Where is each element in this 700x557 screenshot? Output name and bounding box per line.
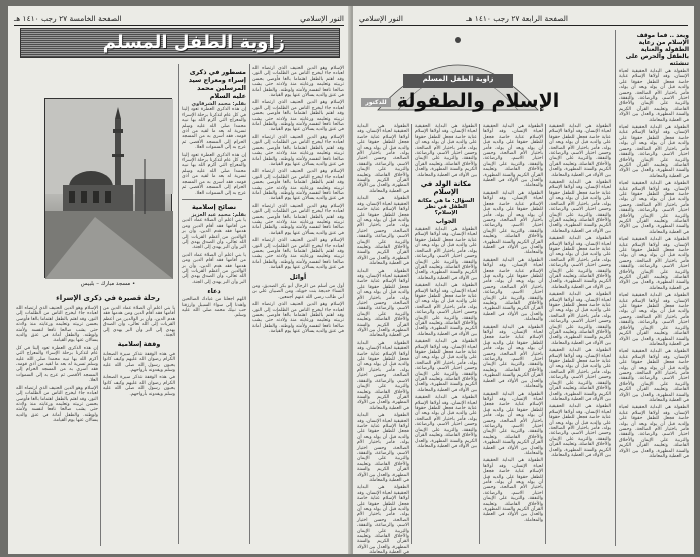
main-title: الإسلام والطفولة — [396, 90, 560, 112]
left-page-header — [14, 12, 344, 26]
article-title-dua: دعاء — [207, 287, 221, 296]
article-title-isra: مسطور في ذكرى إسراء ومعراج سيد المرسلين محمد عليه السلام — [188, 68, 246, 100]
right-column-c: الطفولة هي البداية الحقيقية لحياة الإنسان، وقد أولاها الإسلام عناية خاصة فجعل للطفل حقوقا على والديه قبل أن يولد وبعد أن يولد، فأمر باختيار الأم الصالحة، وحسن اختيار الاسم، والرضاعة، والنفقة، والتربية على الإيمان والأخلاق الفاضلة، وتعليمه القرآن الكريم والسنة المطهرة، والعدل بين الأولاد في العطية والمعاملة. الطفولة هي البداية الحقيقية لحياة الإنسان، وقد أولاها الإسلام عناية خاصة فجعل للطفل حقوقا على والديه قبل أن يولد وبعد أن يولد، فأمر باختيار الأم الصالحة، وحسن اختيار الاسم، والرضاعة، والنفقة، والتربية على الإيمان والأخلاق الفاضلة، وتعليمه القرآن الكريم والسنة المطهرة، والعدل بين الأولاد في العطية والمعاملة. الطفولة هي البداية الحقيقية لحياة الإنسان، وقد أولاها الإسلام عناية خاصة فجعل للطفل حقوقا على والديه قبل أن يولد وبعد أن يولد، فأمر باختيار الأم الصالحة، وحسن اختيار الاسم، والرضاعة، والنفقة، والتربية على الإيمان والأخلاق الفاضلة، وتعليمه القرآن الكريم والسنة المطهرة، والعدل بين الأولاد في العطية والمعاملة. الطفولة هي البداية الحقيقية لحياة الإنسان، وقد أولاها الإسلام عناية خاصة فجعل للطفل حقوقا على والديه قبل أن يولد وبعد أن يولد، فأمر باختيار الأم الصالحة، وحسن اختيار الاسم، والرضاعة، والنفقة، والتربية على الإيمان والأخلاق الفاضلة، وتعليمه القرآن الكريم والسنة المطهرة، والعدل بين الأولاد في العطية والمعاملة. الطفولة هي البداية الحقيقية لحياة الإنسان، وقد أولاها الإسلام عناية خاصة فجعل للطفل حقوقا على والديه قبل أن يولد وبعد أن يولد، فأمر باختيار الأم الصالحة، وحسن اختيار الاسم، والرضاعة، والنفقة، والتربية على الإيمان والأخلاق الفاضلة، وتعليمه القرآن الكريم والسنة المطهرة، والعدل بين الأولاد في العطية والمعاملة. الطفولة هي البداية الحقيقية لحياة الإنسان، وقد أولاها الإسلام عناية خاصة فجعل للطفل حقوقا على والديه قبل أن يولد وبعد أن يولد، فأمر باختيار الأم الصالحة، وحسن اختيار الاسم، والرضاعة، والنفقة، والتربية على الإيمان والأخلاق الفاضلة، وتعليمه القرآن الكريم والسنة المطهرة، والعدل بين الأولاد في العطية والمعاملة. — [483, 124, 543, 523]
left-page — [8, 6, 350, 554]
section-title: مكانة الولد في الإسلام — [420, 180, 472, 197]
article-title-awail: أوائل — [289, 272, 307, 281]
left-paper-name: النور الإسلامي — [300, 14, 344, 23]
left-page-label: الصفحة الخامسة ٢٧ رجب ١٤١٠ هـ — [14, 14, 122, 23]
right-page — [353, 6, 694, 554]
column-divider — [249, 64, 250, 544]
right-intro-column — [619, 30, 689, 546]
left-body-text: الإسلام وهو الدين الحنيف الذي ارتضاه الله لعباده جاء ليخرج الناس من الظلمات إلى النور، وقد اهتم بالطفل اهتماما بالغا فأوصى بحسن تربيته وتعليمه ورعايته منذ ولادته حتى يشب صالحا نافعا لنفسه ولأمته ولوطنه. والطفل أمانة في عنق والديه يسألان عنها يوم القيامة. الإسلام وهو الدين الحنيف الذي ارتضاه الله لعباده جاء ليخرج الناس من الظلمات إلى النور، وقد اهتم بالطفل اهتماما بالغا فأوصى بحسن تربيته وتعليمه ورعايته منذ ولادته حتى يشب صالحا نافعا لنفسه ولأمته ولوطنه. والطفل أمانة في عنق والديه يسألان عنها يوم القيامة. الإسلام وهو الدين الحنيف الذي ارتضاه الله لعباده جاء ليخرج الناس من الظلمات إلى النور، وقد اهتم بالطفل اهتماما بالغا فأوصى بحسن تربيته وتعليمه ورعايته منذ ولادته حتى يشب صالحا نافعا لنفسه ولأمته ولوطنه. والطفل أمانة في عنق والديه يسألان عنها يوم القيامة. الإسلام وهو الدين الحنيف الذي ارتضاه الله لعباده جاء ليخرج الناس من الظلمات إلى النور، وقد اهتم بالطفل اهتماما بالغا فأوصى بحسن تربيته وتعليمه ورعايته منذ ولادته حتى يشب صالحا نافعا لنفسه ولأمته ولوطنه. والطفل أمانة في عنق والديه يسألان عنها يوم القيامة. الإسلام وهو الدين الحنيف الذي ارتضاه الله لعباده جاء ليخرج الناس من الظلمات إلى النور، وقد اهتم بالطفل اهتماما بالغا فأوصى بحسن تربيته وتعليمه ورعايته منذ ولادته حتى يشب صالحا نافعا لنفسه ولأمته ولوطنه. والطفل أمانة في عنق والديه يسألان عنها يوم القيامة. الإسلام وهو الدين الحنيف الذي ارتضاه الله لعباده جاء ليخرج الناس من الظلمات إلى النور، وقد اهتم بالطفل اهتماما بالغا فأوصى بحسن تربيته وتعليمه ورعايته منذ ولادته حتى يشب صالحا نافعا لنفسه ولأمته ولوطنه. والطفل أمانة في عنق والديه يسألان عنها يوم القيامة. أوائل أول من أسلم من الرجال أبو بكر الصديق، ومن النساء خديجة بنت خويلد، ومن الصبيان علي بن أبي طالب رضي الله عنهم أجمعين. الإسلام وهو الدين الحنيف الذي ارتضاه الله لعباده جاء ليخرج الناس من الظلمات إلى النور، وقد اهتم بالطفل اهتماما بالغا فأوصى بحسن تربيته وتعليمه ورعايته منذ ولادته حتى يشب صالحا نافعا لنفسه ولأمته ولوطنه. والطفل أمانة في عنق والديه يسألان عنها يوم القيامة. — [252, 66, 344, 335]
article-body-isra: إن هذه الذكرى العطرة تعود إلينا في كل عام لتذكرنا برحلة الإسراء والمعراج التي أكرم الله بها نبيه محمدا صلى الله عليه وسلم تسرية له بعد ما لقيه من أذى قومه، فقد أسرى به من المسجد الحرام إلى المسجد الأقصى ثم عرج به إلى السموات العلا. إن هذه الذكرى العطرة تعود إلينا في كل عام لتذكرنا برحلة الإسراء والمعراج التي أكرم الله بها نبيه محمدا صلى الله عليه وسلم تسرية له بعد ما لقيه من أذى قومه، فقد أسرى به من المسجد الحرام إلى المسجد الأقصى ثم عرج به إلى السموات العلا. — [182, 107, 246, 196]
newspaper-spread — [8, 6, 694, 554]
intro-title: وبعد .. فما موقف الإسلام من رعاية الطفولة والعناية بالطفل والحرص على تنشئته — [625, 32, 689, 67]
photo-headline: رحلة قصيرة في ذكرى الإسراء — [56, 294, 160, 302]
column-divider — [178, 64, 179, 544]
section-question: السؤال: ما هي مكانة الطفل في نظر الإسلام؟ — [417, 198, 475, 217]
right-column-d: الطفولة هي البداية الحقيقية لحياة الإنسان، وقد أولاها الإسلام عناية خاصة فجعل للطفل حقوقا على والديه قبل أن يولد وبعد أن يولد، فأمر باختيار الأم الصالحة، وحسن اختيار الاسم، والرضاعة، والنفقة، والتربية على الإيمان والأخلاق الفاضلة، وتعليمه القرآن الكريم والسنة المطهرة، والعدل بين الأولاد في العطية والمعاملة. مكانة الولد في الإسلام السؤال: ما هي مكانة الطفل في نظر الإسلام؟ الجواب الطفولة هي البداية الحقيقية لحياة الإنسان، وقد أولاها الإسلام عناية خاصة فجعل للطفل حقوقا على والديه قبل أن يولد وبعد أن يولد، فأمر باختيار الأم الصالحة، وحسن اختيار الاسم، والرضاعة، والنفقة، والتربية على الإيمان والأخلاق الفاضلة، وتعليمه القرآن الكريم والسنة المطهرة، والعدل بين الأولاد في العطية والمعاملة. الطفولة هي البداية الحقيقية لحياة الإنسان، وقد أولاها الإسلام عناية خاصة فجعل للطفل حقوقا على والديه قبل أن يولد وبعد أن يولد، فأمر باختيار الأم الصالحة، وحسن اختيار الاسم، والرضاعة، والنفقة، والتربية على الإيمان والأخلاق الفاضلة، وتعليمه القرآن الكريم والسنة المطهرة، والعدل بين الأولاد في العطية والمعاملة. الطفولة هي البداية الحقيقية لحياة الإنسان، وقد أولاها الإسلام عناية خاصة فجعل للطفل حقوقا على والديه قبل أن يولد وبعد أن يولد، فأمر باختيار الأم الصالحة، وحسن اختيار الاسم، والرضاعة، والنفقة، والتربية على الإيمان والأخلاق الفاضلة، وتعليمه القرآن الكريم والسنة المطهرة، والعدل بين الأولاد في العطية والمعاملة. الطفولة هي البداية الحقيقية لحياة الإنسان، وقد أولاها الإسلام عناية خاصة فجعل للطفل حقوقا على والديه قبل أن يولد وبعد أن يولد، فأمر باختيار الأم الصالحة، وحسن اختيار الاسم، والرضاعة، والنفقة، والتربية على الإيمان والأخلاق الفاضلة، وتعليمه القرآن الكريم والسنة المطهرة، والعدل بين الأولاد في العطية والمعاملة. — [415, 124, 477, 449]
right-page-header — [359, 12, 688, 26]
photo-caption: • مسجد مبارك – بلبيس — [80, 281, 136, 287]
mosque-photo — [44, 98, 172, 278]
left-bottom-column-b: يا بني اعلم أن الصلاة عماد الدين من أقامها فقد أقام الدين ومن هدمها فقد هدم الدين، وأن بر الوالدين من أعظم القربات إلى الله تعالى، وأن الصدق يهدي إلى البر وأن البر يهدي إلى الجنة. وقفة إسلامية في هذه الوقفة نتذكر سيرة الصحابة الكرام رضوان الله عليهم وكيف كانوا يحبون رسول الله صلى الله عليه وسلم ويفدونه بأرواحهم. في هذه الوقفة نتذكر سيرة الصحابة الكرام رضوان الله عليهم وكيف كانوا يحبون رسول الله صلى الله عليه وسلم ويفدونه بأرواحهم. — [103, 306, 175, 397]
article-byline-isra: بقلم: محمد الشرقاوي — [191, 101, 246, 107]
author-tag: للدكتور — [361, 98, 391, 107]
left-banner — [20, 28, 340, 58]
article-body-advice: يا بني اعلم أن الصلاة عماد الدين من أقامها فقد أقام الدين ومن هدمها فقد هدم الدين، وأن بر الوالدين من أعظم القربات إلى الله تعالى، وأن الصدق يهدي إلى البر وأن البر يهدي إلى الجنة. يا بني اعلم أن الصلاة عماد الدين من أقامها فقد أقام الدين ومن هدمها فقد هدم الدين، وأن بر الوالدين من أعظم القربات إلى الله تعالى، وأن الصدق يهدي إلى البر وأن البر يهدي إلى الجنة. — [182, 218, 246, 285]
section-answer-label: الجواب — [435, 218, 457, 226]
left-body-column — [252, 66, 344, 546]
right-paper-name: النور الإسلامي — [359, 14, 403, 23]
left-article-column-a — [182, 66, 246, 546]
mosque-illustration-icon — [45, 99, 173, 279]
right-column-e: الطفولة هي البداية الحقيقية لحياة الإنسان، وقد أولاها الإسلام عناية خاصة فجعل للطفل حقوقا على والديه قبل أن يولد وبعد أن يولد، فأمر باختيار الأم الصالحة، وحسن اختيار الاسم، والرضاعة، والنفقة، والتربية على الإيمان والأخلاق الفاضلة، وتعليمه القرآن الكريم والسنة المطهرة، والعدل بين الأولاد في العطية والمعاملة. الطفولة هي البداية الحقيقية لحياة الإنسان، وقد أولاها الإسلام عناية خاصة فجعل للطفل حقوقا على والديه قبل أن يولد وبعد أن يولد، فأمر باختيار الأم الصالحة، وحسن اختيار الاسم، والرضاعة، والنفقة، والتربية على الإيمان والأخلاق الفاضلة، وتعليمه القرآن الكريم والسنة المطهرة، والعدل بين الأولاد في العطية والمعاملة. الطفولة هي البداية الحقيقية لحياة الإنسان، وقد أولاها الإسلام عناية خاصة فجعل للطفل حقوقا على والديه قبل أن يولد وبعد أن يولد، فأمر باختيار الأم الصالحة، وحسن اختيار الاسم، والرضاعة، والنفقة، والتربية على الإيمان والأخلاق الفاضلة، وتعليمه القرآن الكريم والسنة المطهرة، والعدل بين الأولاد في العطية والمعاملة. الطفولة هي البداية الحقيقية لحياة الإنسان، وقد أولاها الإسلام عناية خاصة فجعل للطفل حقوقا على والديه قبل أن يولد وبعد أن يولد، فأمر باختيار الأم الصالحة، وحسن اختيار الاسم، والرضاعة، والنفقة، والتربية على الإيمان والأخلاق الفاضلة، وتعليمه القرآن الكريم والسنة المطهرة، والعدل بين الأولاد في العطية والمعاملة. الطفولة هي البداية الحقيقية لحياة الإنسان، وقد أولاها الإسلام عناية خاصة فجعل للطفل حقوقا على والديه قبل أن يولد وبعد أن يولد، فأمر باختيار الأم الصالحة، وحسن اختيار الاسم، والرضاعة، والنفقة، والتربية على الإيمان والأخلاق الفاضلة، وتعليمه القرآن الكريم والسنة المطهرة، والعدل بين الأولاد في العطية والمعاملة. الطفولة هي البداية الحقيقية لحياة الإنسان، وقد أولاها الإسلام عناية خاصة فجعل للطفل حقوقا على والديه قبل أن يولد وبعد أن يولد، فأمر باختيار الأم الصالحة، وحسن اختيار الاسم، والرضاعة، والنفقة، والتربية على الإيمان والأخلاق الفاضلة، وتعليمه القرآن الكريم والسنة المطهرة، والعدل بين الأولاد في العطية والمعاملة. — [357, 124, 409, 556]
article-title-advice: نصائح إسلامية — [191, 202, 237, 211]
right-small-banner: زاوية الطفل المسلم — [422, 75, 494, 83]
right-page-label: الصفحة الرابعة ٢٧ رجب ١٤١٠ هـ — [466, 14, 568, 23]
article-byline-advice: بقلم: محمد عبد العزيز — [191, 211, 246, 218]
left-banner-title: زاوية الطفل المسلم — [102, 32, 285, 53]
article-title-waqfa: وقفة إسلامية — [117, 340, 161, 349]
intro-body: الطفولة هي البداية الحقيقية لحياة الإنسان، وقد أولاها الإسلام عناية خاصة فجعل للطفل حقوقا على والديه قبل أن يولد وبعد أن يولد، فأمر باختيار الأم الصالحة، وحسن اختيار الاسم، والرضاعة، والنفقة، والتربية على الإيمان والأخلاق الفاضلة، وتعليمه القرآن الكريم والسنة المطهرة، والعدل بين الأولاد في العطية والمعاملة. الطفولة هي البداية الحقيقية لحياة الإنسان، وقد أولاها الإسلام عناية خاصة فجعل للطفل حقوقا على والديه قبل أن يولد وبعد أن يولد، فأمر باختيار الأم الصالحة، وحسن اختيار الاسم، والرضاعة، والنفقة، والتربية على الإيمان والأخلاق الفاضلة، وتعليمه القرآن الكريم والسنة المطهرة، والعدل بين الأولاد في العطية والمعاملة. الطفولة هي البداية الحقيقية لحياة الإنسان، وقد أولاها الإسلام عناية خاصة فجعل للطفل حقوقا على والديه قبل أن يولد وبعد أن يولد، فأمر باختيار الأم الصالحة، وحسن اختيار الاسم، والرضاعة، والنفقة، والتربية على الإيمان والأخلاق الفاضلة، وتعليمه القرآن الكريم والسنة المطهرة، والعدل بين الأولاد في العطية والمعاملة. الطفولة هي البداية الحقيقية لحياة الإنسان، وقد أولاها الإسلام عناية خاصة فجعل للطفل حقوقا على والديه قبل أن يولد وبعد أن يولد، فأمر باختيار الأم الصالحة، وحسن اختيار الاسم، والرضاعة، والنفقة، والتربية على الإيمان والأخلاق الفاضلة، وتعليمه القرآن الكريم والسنة المطهرة، والعدل بين الأولاد في العطية والمعاملة. الطفولة هي البداية الحقيقية لحياة الإنسان، وقد أولاها الإسلام عناية خاصة فجعل للطفل حقوقا على والديه قبل أن يولد وبعد أن يولد، فأمر باختيار الأم الصالحة، وحسن اختيار الاسم، والرضاعة، والنفقة، والتربية على الإيمان والأخلاق الفاضلة، وتعليمه القرآن الكريم والسنة المطهرة، والعدل بين الأولاد في العطية والمعاملة. الطفولة هي البداية الحقيقية لحياة الإنسان، وقد أولاها الإسلام عناية خاصة فجعل للطفل حقوقا على والديه قبل أن يولد وبعد أن يولد، فأمر باختيار الأم الصالحة، وحسن اختيار الاسم، والرضاعة، والنفقة، والتربية على الإيمان والأخلاق الفاضلة، وتعليمه القرآن الكريم والسنة المطهرة، والعدل بين الأولاد في العطية والمعاملة. الطفولة هي البداية الحقيقية لحياة الإنسان، وقد أولاها الإسلام عناية خاصة فجعل للطفل حقوقا على والديه قبل أن يولد وبعد أن يولد، فأمر باختيار الأم الصالحة، وحسن اختيار الاسم، والرضاعة، والنفقة، والتربية على الإيمان والأخلاق الفاضلة، وتعليمه القرآن الكريم والسنة المطهرة، والعدل بين الأولاد في العطية والمعاملة. — [619, 69, 689, 460]
article-body-dua: اللهم اجعلنا من عبادك الصالحين واهدنا إلى سواء السبيل وارزقنا حب نبيك محمد صلى الله عليه وسلم. — [182, 297, 246, 319]
left-bottom-column-a: الإسلام وهو الدين الحنيف الذي ارتضاه الله لعباده جاء ليخرج الناس من الظلمات إلى النور، وقد اهتم بالطفل اهتماما بالغا فأوصى بحسن تربيته وتعليمه ورعايته منذ ولادته حتى يشب صالحا نافعا لنفسه ولأمته ولوطنه. والطفل أمانة في عنق والديه يسألان عنها يوم القيامة. إن هذه الذكرى العطرة تعود إلينا في كل عام لتذكرنا برحلة الإسراء والمعراج التي أكرم الله بها نبيه محمدا صلى الله عليه وسلم تسرية له بعد ما لقيه من أذى قومه، فقد أسرى به من المسجد الحرام إلى المسجد الأقصى ثم عرج به إلى السموات العلا. الإسلام وهو الدين الحنيف الذي ارتضاه الله لعباده جاء ليخرج الناس من الظلمات إلى النور، وقد اهتم بالطفل اهتماما بالغا فأوصى بحسن تربيته وتعليمه ورعايته منذ ولادته حتى يشب صالحا نافعا لنفسه ولأمته ولوطنه. والطفل أمانة في عنق والديه يسألان عنها يوم القيامة. — [16, 306, 98, 424]
right-column-b: الطفولة هي البداية الحقيقية لحياة الإنسان، وقد أولاها الإسلام عناية خاصة فجعل للطفل حقوقا على والديه قبل أن يولد وبعد أن يولد، فأمر باختيار الأم الصالحة، وحسن اختيار الاسم، والرضاعة، والنفقة، والتربية على الإيمان والأخلاق الفاضلة، وتعليمه القرآن الكريم والسنة المطهرة، والعدل بين الأولاد في العطية والمعاملة. الطفولة هي البداية الحقيقية لحياة الإنسان، وقد أولاها الإسلام عناية خاصة فجعل للطفل حقوقا على والديه قبل أن يولد وبعد أن يولد، فأمر باختيار الأم الصالحة، وحسن اختيار الاسم، والرضاعة، والنفقة، والتربية على الإيمان والأخلاق الفاضلة، وتعليمه القرآن الكريم والسنة المطهرة، والعدل بين الأولاد في العطية والمعاملة. الطفولة هي البداية الحقيقية لحياة الإنسان، وقد أولاها الإسلام عناية خاصة فجعل للطفل حقوقا على والديه قبل أن يولد وبعد أن يولد، فأمر باختيار الأم الصالحة، وحسن اختيار الاسم، والرضاعة، والنفقة، والتربية على الإيمان والأخلاق الفاضلة، وتعليمه القرآن الكريم والسنة المطهرة، والعدل بين الأولاد في العطية والمعاملة. الطفولة هي البداية الحقيقية لحياة الإنسان، وقد أولاها الإسلام عناية خاصة فجعل للطفل حقوقا على والديه قبل أن يولد وبعد أن يولد، فأمر باختيار الأم الصالحة، وحسن اختيار الاسم، والرضاعة، والنفقة، والتربية على الإيمان والأخلاق الفاضلة، وتعليمه القرآن الكريم والسنة المطهرة، والعدل بين الأولاد في العطية والمعاملة. الطفولة هي البداية الحقيقية لحياة الإنسان، وقد أولاها الإسلام عناية خاصة فجعل للطفل حقوقا على والديه قبل أن يولد وبعد أن يولد، فأمر باختيار الأم الصالحة، وحسن اختيار الاسم، والرضاعة، والنفقة، والتربية على الإيمان والأخلاق الفاضلة، وتعليمه القرآن الكريم والسنة المطهرة، والعدل بين الأولاد في العطية والمعاملة. الطفولة هي البداية الحقيقية لحياة الإنسان، وقد أولاها الإسلام عناية خاصة فجعل للطفل حقوقا على والديه قبل أن يولد وبعد أن يولد، فأمر باختيار الأم الصالحة، وحسن اختيار الاسم، والرضاعة، والنفقة، والتربية على الإيمان والأخلاق الفاضلة، وتعليمه القرآن الكريم والسنة المطهرة، والعدل بين الأولاد في العطية والمعاملة. — [549, 124, 611, 458]
